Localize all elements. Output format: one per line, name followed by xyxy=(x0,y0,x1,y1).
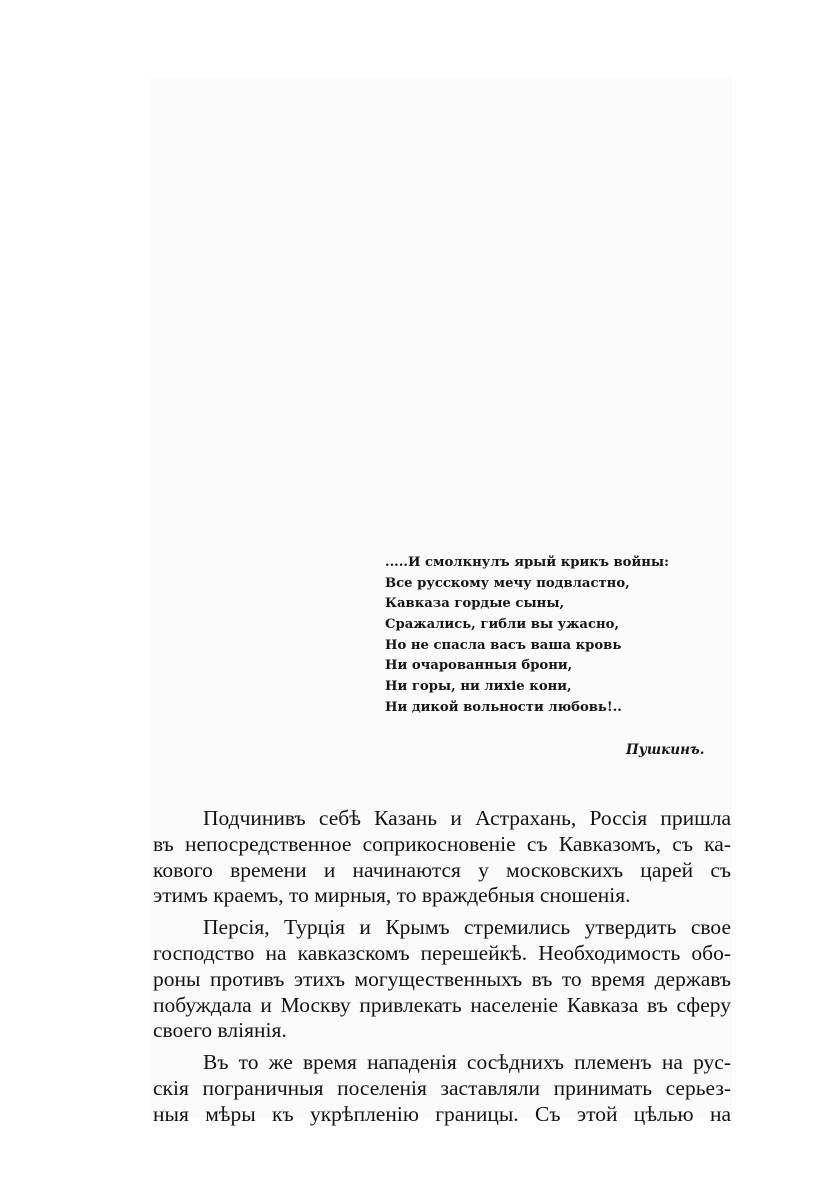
epigraph xyxy=(385,553,705,719)
epigraph-line: Все русскому мечу подвластно, xyxy=(385,575,630,591)
text-line: побуждала и Москву привлекать населеніе Кавказа въ сферу xyxy=(153,992,731,1017)
epigraph-line: Ни дикой вольности любовь!.. xyxy=(385,699,622,715)
epigraph-line: Ни горы, ни лихіе кони, xyxy=(385,679,572,695)
text-line: господство на кавказскомъ перешейкѣ. Необходимость обо- xyxy=(153,940,731,965)
epigraph-line: Ни очарованныя брони, xyxy=(385,658,573,674)
text-line: скія пограничныя поселенія заставляли принимать серьез- xyxy=(153,1075,731,1100)
epigraph-line: .....И смолкнулъ ярый крикъ войны: xyxy=(385,555,670,570)
text-line: своего вліянія. xyxy=(153,1018,287,1043)
epigraph-author: Пушкинъ. xyxy=(626,742,705,758)
text-line: Въ то же время нападенія сосѣднихъ племенъ на рус- xyxy=(203,1050,731,1075)
text-line: роны противъ этихъ могущественныхъ въ то время державъ xyxy=(153,966,731,991)
paragraph xyxy=(153,806,731,909)
paragraph xyxy=(153,1050,731,1127)
epigraph-line: Сражались, гибли вы ужасно, xyxy=(385,617,620,633)
text-line: въ непосредственное соприкосновеніе съ Кавказомъ, съ ка- xyxy=(153,831,731,856)
text-line: кового времени и начинаются у московскихъ царей съ xyxy=(153,857,731,882)
text-line: этимъ краемъ, то мирныя, то враждебныя сношенія. xyxy=(153,883,631,908)
text-line: ныя мѣры къ укрѣпленію границы. Съ этой цѣлью на xyxy=(153,1101,731,1126)
body-text xyxy=(153,806,731,1128)
paragraph xyxy=(153,915,731,1044)
epigraph-line: Кавказа гордые сыны, xyxy=(385,596,565,612)
text-line: Подчинивъ себѣ Казань и Астрахань, Россія пришла xyxy=(203,806,731,830)
epigraph-line: Но не спасла васъ ваша кровь xyxy=(385,637,622,653)
text-line: Персія, Турція и Крымъ стремились утвердить свое xyxy=(203,915,731,940)
